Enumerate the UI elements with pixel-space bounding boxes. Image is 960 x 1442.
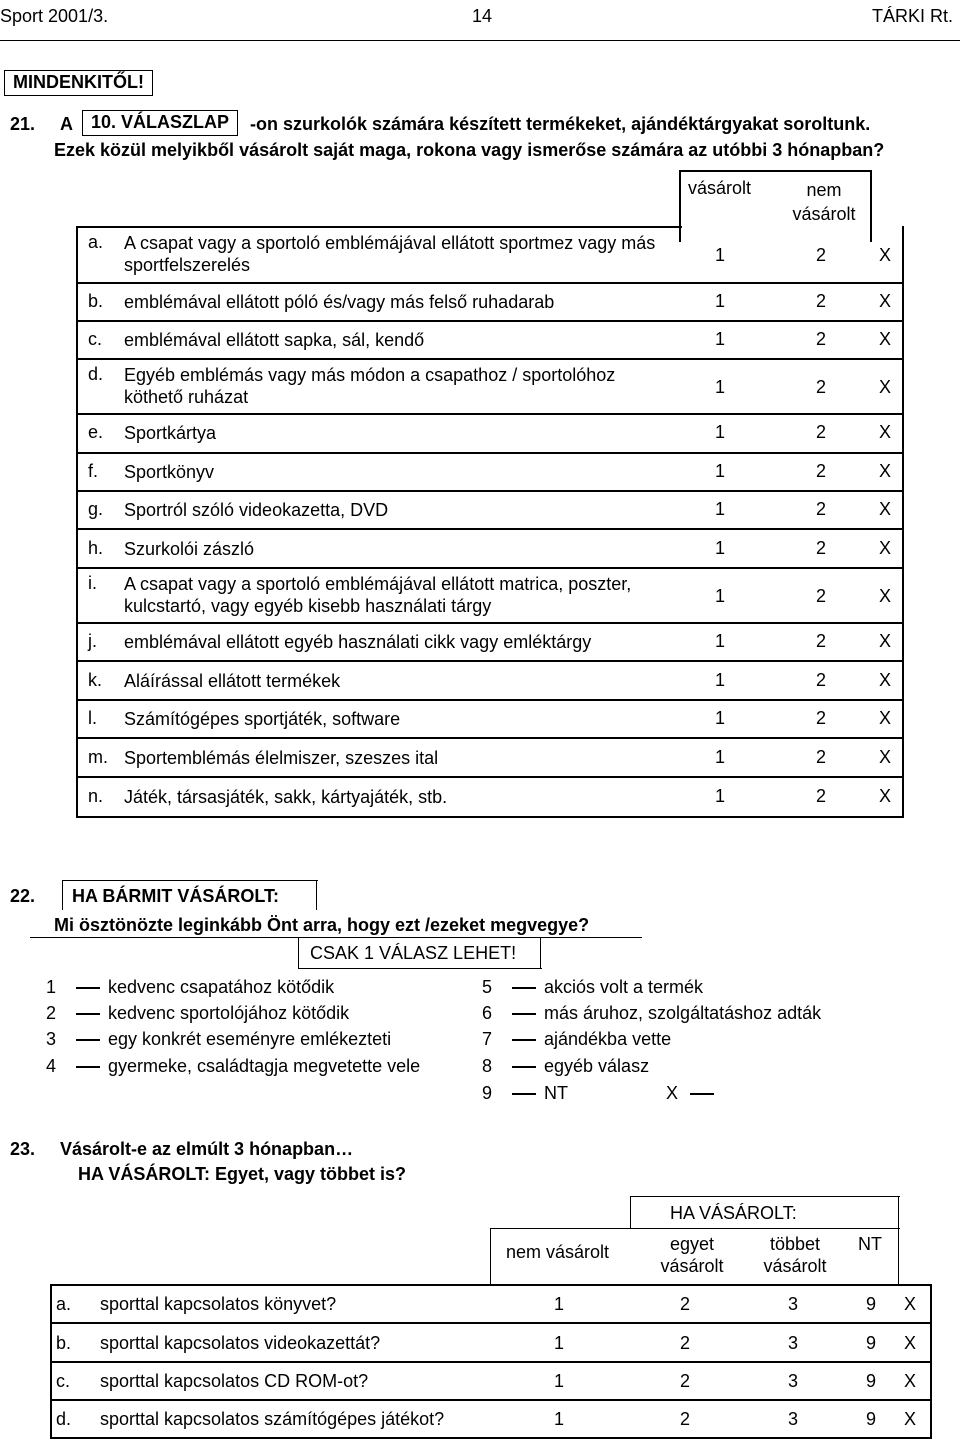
q22-filter-box-top xyxy=(62,880,318,881)
option-label: kedvenc sportolójához kötődik xyxy=(108,1003,350,1023)
code-vasarolt[interactable]: 1 xyxy=(715,377,726,397)
q23-col-tobb-line1: többet xyxy=(769,1234,821,1254)
item-text: sporttal kapcsolatos CD ROM-ot? xyxy=(100,1371,369,1391)
code-vasarolt[interactable]: 1 xyxy=(715,461,726,481)
q21-left-border xyxy=(76,226,78,818)
dash xyxy=(76,1013,100,1015)
audience-label: MINDENKITŐL! xyxy=(4,70,153,96)
option-code: 5 xyxy=(482,977,493,997)
option-code: 2 xyxy=(46,1003,57,1023)
code-nt[interactable]: 9 xyxy=(866,1409,877,1429)
dash xyxy=(76,987,100,989)
q21-row-separator xyxy=(76,358,904,360)
q21-col-vasarolt: vásárolt xyxy=(688,178,752,198)
code-nem-vasarolt[interactable]: 2 xyxy=(816,377,827,397)
q23-row-separator xyxy=(50,1322,932,1324)
q23-header-left xyxy=(490,1228,491,1284)
q22-number: 22. xyxy=(10,886,36,906)
q23-question-line1: Vásárolt-e az elmúlt 3 hónapban… xyxy=(60,1139,354,1159)
q23-question-line2: HA VÁSÁROLT: Egyet, vagy többet is? xyxy=(78,1164,407,1184)
item-text: Aláírással ellátott termékek xyxy=(124,671,341,691)
q23-row-separator xyxy=(50,1361,932,1363)
q23-col-nt: NT xyxy=(858,1234,882,1254)
q22-option[interactable] xyxy=(482,1003,821,1024)
q21-col-nem-vasarolt: nem vásárolt xyxy=(792,180,856,224)
option-label: gyermeke, családtagja megvetette vele xyxy=(108,1056,421,1076)
code-nem-vasarolt[interactable]: 2 xyxy=(816,329,827,349)
q23-table-bottom xyxy=(50,1437,932,1439)
code-x[interactable]: X xyxy=(904,1294,917,1314)
q23-group-header-left xyxy=(630,1196,631,1228)
q23-number: 23. xyxy=(10,1139,36,1159)
q22-option[interactable] xyxy=(482,1056,649,1077)
q23-header-right xyxy=(898,1228,899,1284)
dash xyxy=(690,1093,714,1095)
q22-option[interactable] xyxy=(46,977,334,998)
code-vasarolt[interactable]: 1 xyxy=(715,329,726,349)
q21-row-separator xyxy=(76,660,904,662)
option-label: egy konkrét eseményre emlékezteti xyxy=(108,1029,392,1049)
option-label: kedvenc csapatához kötődik xyxy=(108,977,335,997)
item-letter: g. xyxy=(88,499,104,519)
item-letter: i. xyxy=(88,573,97,593)
option-code: 3 xyxy=(46,1029,57,1049)
code-x[interactable]: X xyxy=(879,377,892,397)
q21-number: 21. xyxy=(10,114,36,134)
code-nt[interactable]: 9 xyxy=(866,1333,877,1353)
code-x[interactable]: X xyxy=(879,586,892,606)
q22-filter: HA BÁRMIT VÁSÁROLT: xyxy=(72,886,279,906)
code-x[interactable]: X xyxy=(879,631,892,651)
item-text: Sportról szóló videokazetta, DVD xyxy=(124,500,389,520)
item-letter: b. xyxy=(56,1333,72,1353)
option-code: 7 xyxy=(482,1029,493,1049)
code-nem-vasarolt[interactable]: 2 xyxy=(816,708,827,728)
code-nem-vasarolt[interactable]: 2 xyxy=(816,631,827,651)
code-egyet[interactable]: 2 xyxy=(680,1294,691,1314)
code-x[interactable]: X xyxy=(879,329,892,349)
item-text: Egyéb emblémás vagy más módon a csapathoz / sportolóhoz köthető ruházat xyxy=(124,365,616,407)
item-text: Sportkártya xyxy=(124,423,217,443)
dash xyxy=(512,987,536,989)
code-x[interactable]: X xyxy=(879,538,892,558)
q23-group-header-top xyxy=(630,1196,900,1197)
code-x[interactable]: X xyxy=(879,461,892,481)
item-letter: d. xyxy=(88,364,104,384)
item-letter: c. xyxy=(88,329,103,349)
q21-prefix: A xyxy=(60,114,73,134)
code-nt[interactable]: 9 xyxy=(866,1294,877,1314)
code-x[interactable]: X xyxy=(879,786,892,806)
item-text: emblémával ellátott egyéb használati cikk vagy emléktárgy xyxy=(124,632,592,652)
code-vasarolt[interactable]: 1 xyxy=(715,499,726,519)
q23-col-nem: nem vásárolt xyxy=(506,1242,610,1262)
item-text: emblémával ellátott sapka, sál, kendő xyxy=(124,330,425,350)
q21-top-border xyxy=(76,226,682,228)
option-code: 1 xyxy=(46,977,57,997)
item-letter: n. xyxy=(88,786,104,806)
header-rule xyxy=(0,40,960,41)
code-tobb[interactable]: 3 xyxy=(788,1409,799,1429)
item-text: A csapat vagy a sportoló emblémájával ellátott matrica, poszter, kulcstartó, vagy egyéb kisebb használati tárgy xyxy=(124,574,632,616)
option-label: NT xyxy=(544,1083,568,1103)
q22-filter-box-right xyxy=(316,880,317,910)
dash xyxy=(76,1039,100,1041)
option-label: más áruhoz, szolgáltatáshoz adták xyxy=(544,1003,822,1023)
item-letter: c. xyxy=(56,1371,71,1391)
code-nem[interactable]: 1 xyxy=(554,1371,565,1391)
q22-instruction-box-right xyxy=(540,937,541,969)
q22-option[interactable] xyxy=(46,1003,349,1024)
q21-header-top-border xyxy=(679,170,872,172)
code-nem-vasarolt[interactable]: 2 xyxy=(816,786,827,806)
item-text: Sportemblémás élelmiszer, szeszes ital xyxy=(124,748,439,768)
code-vasarolt[interactable]: 1 xyxy=(715,708,726,728)
q22-filter-box-left xyxy=(62,880,63,910)
code-vasarolt[interactable]: 1 xyxy=(715,747,726,767)
item-letter: f. xyxy=(88,461,99,481)
q22-instruction-box-left xyxy=(298,937,299,969)
code-x[interactable]: X xyxy=(904,1371,917,1391)
q21-row-separator xyxy=(76,490,904,492)
dash xyxy=(512,1066,536,1068)
option-code: 9 xyxy=(482,1083,493,1103)
code-egyet[interactable]: 2 xyxy=(680,1333,691,1353)
q23-header-top xyxy=(490,1228,900,1229)
q23-table-top xyxy=(50,1284,932,1286)
code-x[interactable]: X xyxy=(904,1409,917,1429)
dash xyxy=(512,1013,536,1015)
code-vasarolt[interactable]: 1 xyxy=(715,291,726,311)
code-nem-vasarolt[interactable]: 2 xyxy=(816,499,827,519)
item-letter: b. xyxy=(88,291,104,311)
item-text: Játék, társasjáték, sakk, kártyajáték, stb. xyxy=(124,787,448,807)
item-letter: j. xyxy=(88,631,97,651)
item-letter: e. xyxy=(88,422,104,442)
header-left: Sport 2001/3. xyxy=(0,6,109,26)
item-text: sporttal kapcsolatos videokazettát? xyxy=(100,1333,381,1353)
q21-row-separator xyxy=(76,528,904,530)
dash xyxy=(512,1039,536,1041)
q22-option[interactable] xyxy=(482,977,703,998)
item-letter: h. xyxy=(88,538,104,558)
page-number: 14 xyxy=(472,6,493,26)
item-letter: a. xyxy=(88,232,104,252)
code-nt[interactable]: 9 xyxy=(866,1371,877,1391)
item-text: Számítógépes sportjáték, software xyxy=(124,709,401,729)
code-tobb[interactable]: 3 xyxy=(788,1333,799,1353)
q22-question: Mi ösztönözte leginkább Önt arra, hogy ezt /ezeket megvegye? xyxy=(54,915,590,935)
q23-group-header: HA VÁSÁROLT: xyxy=(670,1203,797,1223)
q22-question-underline xyxy=(30,937,642,938)
code-nem[interactable]: 1 xyxy=(554,1333,565,1353)
code-nem[interactable]: 1 xyxy=(554,1294,565,1314)
q22-option[interactable] xyxy=(46,1056,420,1077)
q21-question-line2: Ezek közül melyikből vásárolt saját maga, rokona vagy ismerőse számára az utóbbi 3 hónapban? xyxy=(54,140,885,160)
q23-col-tobb-line2: vásárolt xyxy=(763,1256,827,1276)
q21-card-label: 10. VÁLASZLAP xyxy=(82,110,238,136)
code-nem-vasarolt[interactable]: 2 xyxy=(816,747,827,767)
q21-row-separator xyxy=(76,737,904,739)
code-x[interactable]: X xyxy=(879,245,892,265)
code-nem-vasarolt[interactable]: 2 xyxy=(816,586,827,606)
code-tobb[interactable]: 3 xyxy=(788,1371,799,1391)
code-egyet[interactable]: 2 xyxy=(680,1371,691,1391)
code-nem-vasarolt[interactable]: 2 xyxy=(816,670,827,690)
q21-row-separator xyxy=(76,282,904,284)
code-vasarolt[interactable]: 1 xyxy=(715,670,726,690)
q21-row-separator xyxy=(76,567,904,569)
q23-col-egyet-line1: egyet xyxy=(669,1234,715,1254)
option-code: 4 xyxy=(46,1056,57,1076)
code-vasarolt[interactable]: 1 xyxy=(715,786,726,806)
option-label: egyéb válasz xyxy=(544,1056,650,1076)
q22-option[interactable] xyxy=(482,1029,671,1050)
item-text: Szurkolói zászló xyxy=(124,539,255,559)
q21-bottom-border xyxy=(76,816,904,818)
item-text: Sportkönyv xyxy=(124,462,215,482)
header-right: TÁRKI Rt. xyxy=(872,6,954,26)
code-x[interactable]: X xyxy=(904,1333,917,1353)
item-text: A csapat vagy a sportoló emblémájával ellátott sportmez vagy más sportfelszerelés xyxy=(124,233,656,275)
code-x[interactable]: X xyxy=(879,747,892,767)
code-vasarolt[interactable]: 1 xyxy=(715,422,726,442)
code-x[interactable]: X xyxy=(879,708,892,728)
q21-row-separator xyxy=(76,320,904,322)
q21-row-separator xyxy=(76,622,904,624)
option-code: 6 xyxy=(482,1003,493,1023)
q21-question-line1: -on szurkolók számára készített termékeket, ajándéktárgyakat soroltunk. xyxy=(250,114,871,134)
item-text: sporttal kapcsolatos könyvet? xyxy=(100,1294,337,1314)
option-label: ajándékba vette xyxy=(544,1029,672,1049)
q23-row-separator xyxy=(50,1399,932,1401)
code-nem-vasarolt[interactable]: 2 xyxy=(816,245,827,265)
code-x[interactable]: X xyxy=(879,422,892,442)
q21-header-right-border xyxy=(870,170,872,242)
q22-instruction-box-bottom xyxy=(298,968,542,969)
code-vasarolt[interactable]: 1 xyxy=(715,245,726,265)
item-text: emblémával ellátott póló és/vagy más felső ruhadarab xyxy=(124,292,555,312)
item-letter: k. xyxy=(88,670,103,690)
code-vasarolt[interactable]: 1 xyxy=(715,586,726,606)
q21-header-left-border xyxy=(679,170,681,242)
item-letter: m. xyxy=(88,747,108,767)
item-letter: a. xyxy=(56,1294,72,1314)
q21-row-separator xyxy=(76,413,904,415)
option-code: X xyxy=(666,1083,679,1103)
code-egyet[interactable]: 2 xyxy=(680,1409,691,1429)
q22-option[interactable] xyxy=(482,1083,568,1104)
q21-row-separator xyxy=(76,776,904,778)
code-x[interactable]: X xyxy=(879,291,892,311)
code-nem-vasarolt[interactable]: 2 xyxy=(816,422,827,442)
q21-row-separator xyxy=(76,452,904,454)
q23-col-egyet-line2: vásárolt xyxy=(660,1256,724,1276)
q21-right-border xyxy=(902,226,904,818)
code-vasarolt[interactable]: 1 xyxy=(715,538,726,558)
code-x[interactable]: X xyxy=(879,670,892,690)
item-text: sporttal kapcsolatos számítógépes játékot? xyxy=(100,1409,445,1429)
q22-option[interactable] xyxy=(46,1029,391,1050)
code-nem[interactable]: 1 xyxy=(554,1409,565,1429)
dash xyxy=(76,1066,100,1068)
code-nem-vasarolt[interactable]: 2 xyxy=(816,461,827,481)
q22-option-x[interactable] xyxy=(666,1083,722,1104)
q21-row-separator xyxy=(76,699,904,701)
q23-group-header-right xyxy=(898,1196,899,1228)
code-x[interactable]: X xyxy=(879,499,892,519)
item-letter: d. xyxy=(56,1409,72,1429)
option-label: akciós volt a termék xyxy=(544,977,704,997)
code-nem-vasarolt[interactable]: 2 xyxy=(816,291,827,311)
option-code: 8 xyxy=(482,1056,493,1076)
code-nem-vasarolt[interactable]: 2 xyxy=(816,538,827,558)
dash xyxy=(512,1093,536,1095)
code-vasarolt[interactable]: 1 xyxy=(715,631,726,651)
item-letter: l. xyxy=(88,708,97,728)
code-tobb[interactable]: 3 xyxy=(788,1294,799,1314)
q22-instruction: CSAK 1 VÁLASZ LEHET! xyxy=(310,943,517,963)
